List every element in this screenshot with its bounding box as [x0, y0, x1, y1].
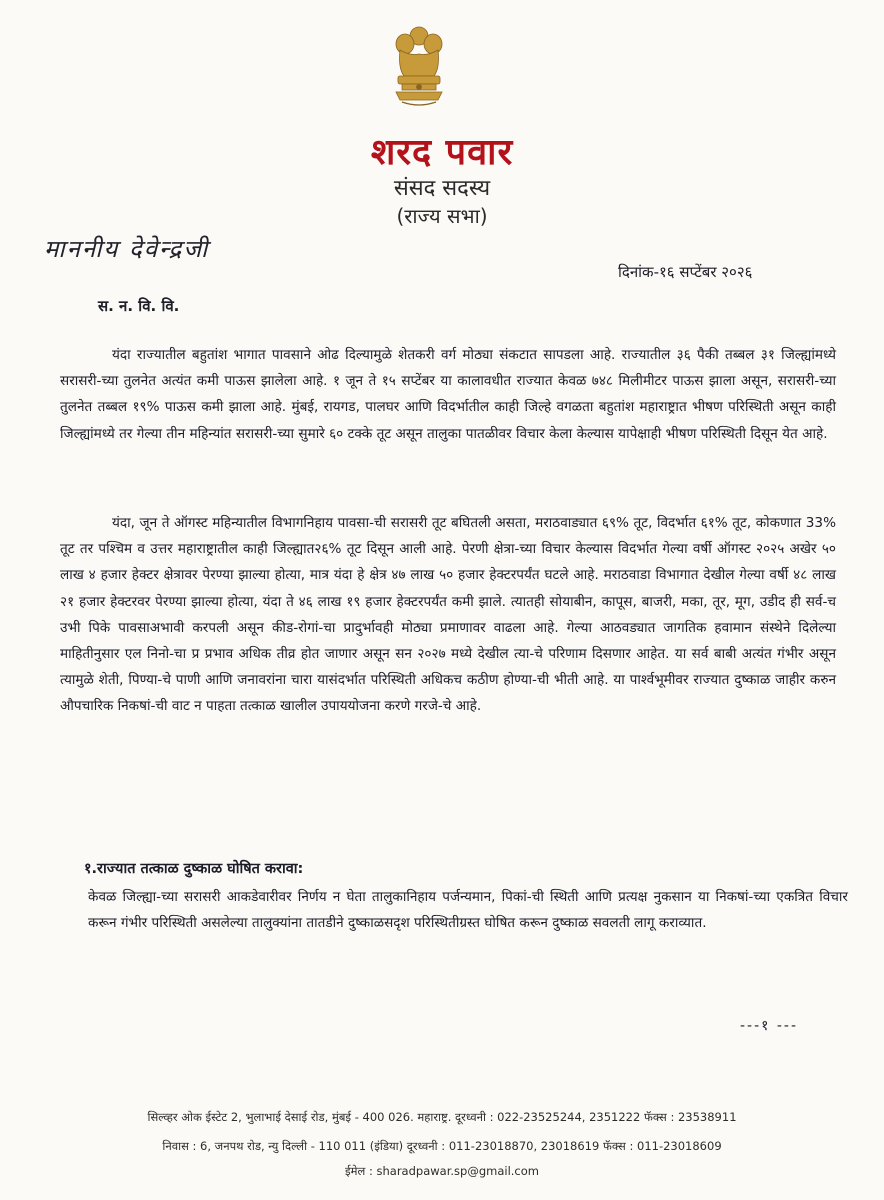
greeting-initials: स. न. वि. वि. — [98, 297, 180, 315]
page-number: ---१ --- — [740, 1018, 799, 1034]
body-paragraph-2 — [60, 510, 836, 720]
footer-address-delhi: निवास : 6, जनपथ रोड, न्यु दिल्ली - 110 011 (इंडिया) दूरध्वनी : 011-23018870, 23018619 फॅक्स : 011-23018609 — [162, 1139, 722, 1153]
footer-email: ईमेल : sharadpawar.sp@gmail.com — [345, 1164, 539, 1178]
section-heading: १.राज्यात तत्काळ दुष्काळ घोषित करावा: — [84, 861, 304, 877]
handwritten-salutation: माननीय देवेन्द्रजी — [44, 235, 210, 263]
paragraph-1-text: यंदा राज्यातील बहुतांश भागात पावसाने ओढ दिल्यामुळे शेतकरी वर्ग मोठ्या संकटात सापडला आहे. राज्यातील ३६ पैकी तब्बल ३१ जिल्ह्यांमध्ये सरासरी-च्या तुलनेत अत्यंत कमी पाऊस झालेला आहे. १ जून ते १५ सप्टेंबर या कालावधीत राज्यात केवळ ७४८ मिलीमीटर पाऊस झाला असून, सरासरी-च्या तुलनेत तब्बल १९% पाऊस कमी झाला आहे. मुंबई, रायगड, पालघर आणि विदर्भातील काही जिल्हे वगळता बहुतांश महाराष्ट्रात भीषण परिस्थिती असून काही जिल्ह्यांमध्ये तर गेल्या तीन महिन्यांत सरासरी-च्या सुमारे ६० टक्के तूट असून तालुका पातळीवर विचार केला केल्यास यापेक्षाही भीषण परिस्थिती दिसून येत आहे. — [60, 347, 836, 442]
sender-house: (राज्य सभा) — [396, 204, 488, 228]
body-paragraph-1 — [60, 342, 836, 447]
letter-date: दिनांक-१६ सप्टेंबर २०२६ — [618, 263, 753, 281]
paragraph-2-text: यंदा, जून ते ऑगस्ट महिन्यातील विभागनिहाय पावसा-ची सरासरी तूट बघितली असता, मराठवाड्यात ६९% तूट, विदर्भात ६१% तूट, कोकणात 33% तूट तर पश्चिम व उत्तर महाराष्ट्रातील काही जिल्ह्यात२६% तूट दिसून आली आहे. पेरणी क्षेत्रा-च्या विचार केल्यास विदर्भात गेल्या वर्षी ऑगस्ट २०२५ अखेर ५० लाख ४ हजार हेक्टर क्षेत्रावर पेरण्या झाल्या होत्या, मात्र यंदा हे क्षेत्र ४७ लाख ५० हजार हेक्टरपर्यंत घटले आहे. मराठवाडा विभागात देखील गेल्या वर्षी ४८ लाख २१ हजार हेक्टरवर पेरण्या झाल्या होत्या, यंदा ते ४६ लाख १९ हजार हेक्टरपर्यंत कमी झाले. त्यातही सोयाबीन, कापूस, बाजरी, मका, तूर, मूग, उडीद ही सर्व-च उभी पिके पावसाअभावी करपली असून कीड-रोगां-चा प्रादुर्भावही मोठ्या प्रमाणावर वाढला आहे. गेल्या आठवड्यात जागतिक हवामान संस्थेने दिलेल्या माहितीनुसार एल निनो-चा प्र प्रभाव अधिक तीव्र होत जाणार असून सन २०२७ मध्ये देखील त्या-चे परिणाम दिसणार आहेत. या सर्व बाबी अत्यंत गंभीर असून त्यामुळे शेती, पिण्या-चे पाणी आणि जनावरांना चारा यासंदर्भात परिस्थिती अधिकच कठीण होण्या-ची भीती आहे. या पार्श्वभूमीवर राज्यात दुष्काळ जाहीर करुन औपचारिक निकषां-ची वाट न पाहता तत्काळ खालील उपाययोजना करणे गरजे-चे आहे. — [60, 515, 836, 715]
sender-name: शरद पवार — [370, 132, 514, 173]
sender-designation: संसद सदस्य — [393, 176, 491, 201]
footer-address-mumbai: सिल्व्हर ओक ईस्टेट 2, भुलाभाई देसाई रोड, मुंबई - 400 026. महाराष्ट्र. दूरध्वनी : 022-23525244, 2351222 फॅक्स : 23538911 — [147, 1110, 737, 1124]
national-emblem-icon — [386, 22, 452, 108]
section-paragraph: केवळ जिल्ह्या-च्या सरासरी आकडेवारीवर निर्णय न घेता तालुकानिहाय पर्जन्यमान, पिकां-ची स्थिती आणि प्रत्यक्ष नुकसान या निकषां-च्या एकत्रित विचार करून गंभीर परिस्थिती असलेल्या तालुक्यांना तातडीने दुष्काळसदृश परिस्थितीग्रस्त घोषित करून दुष्काळ सवलती लागू कराव्यात. — [88, 889, 848, 932]
